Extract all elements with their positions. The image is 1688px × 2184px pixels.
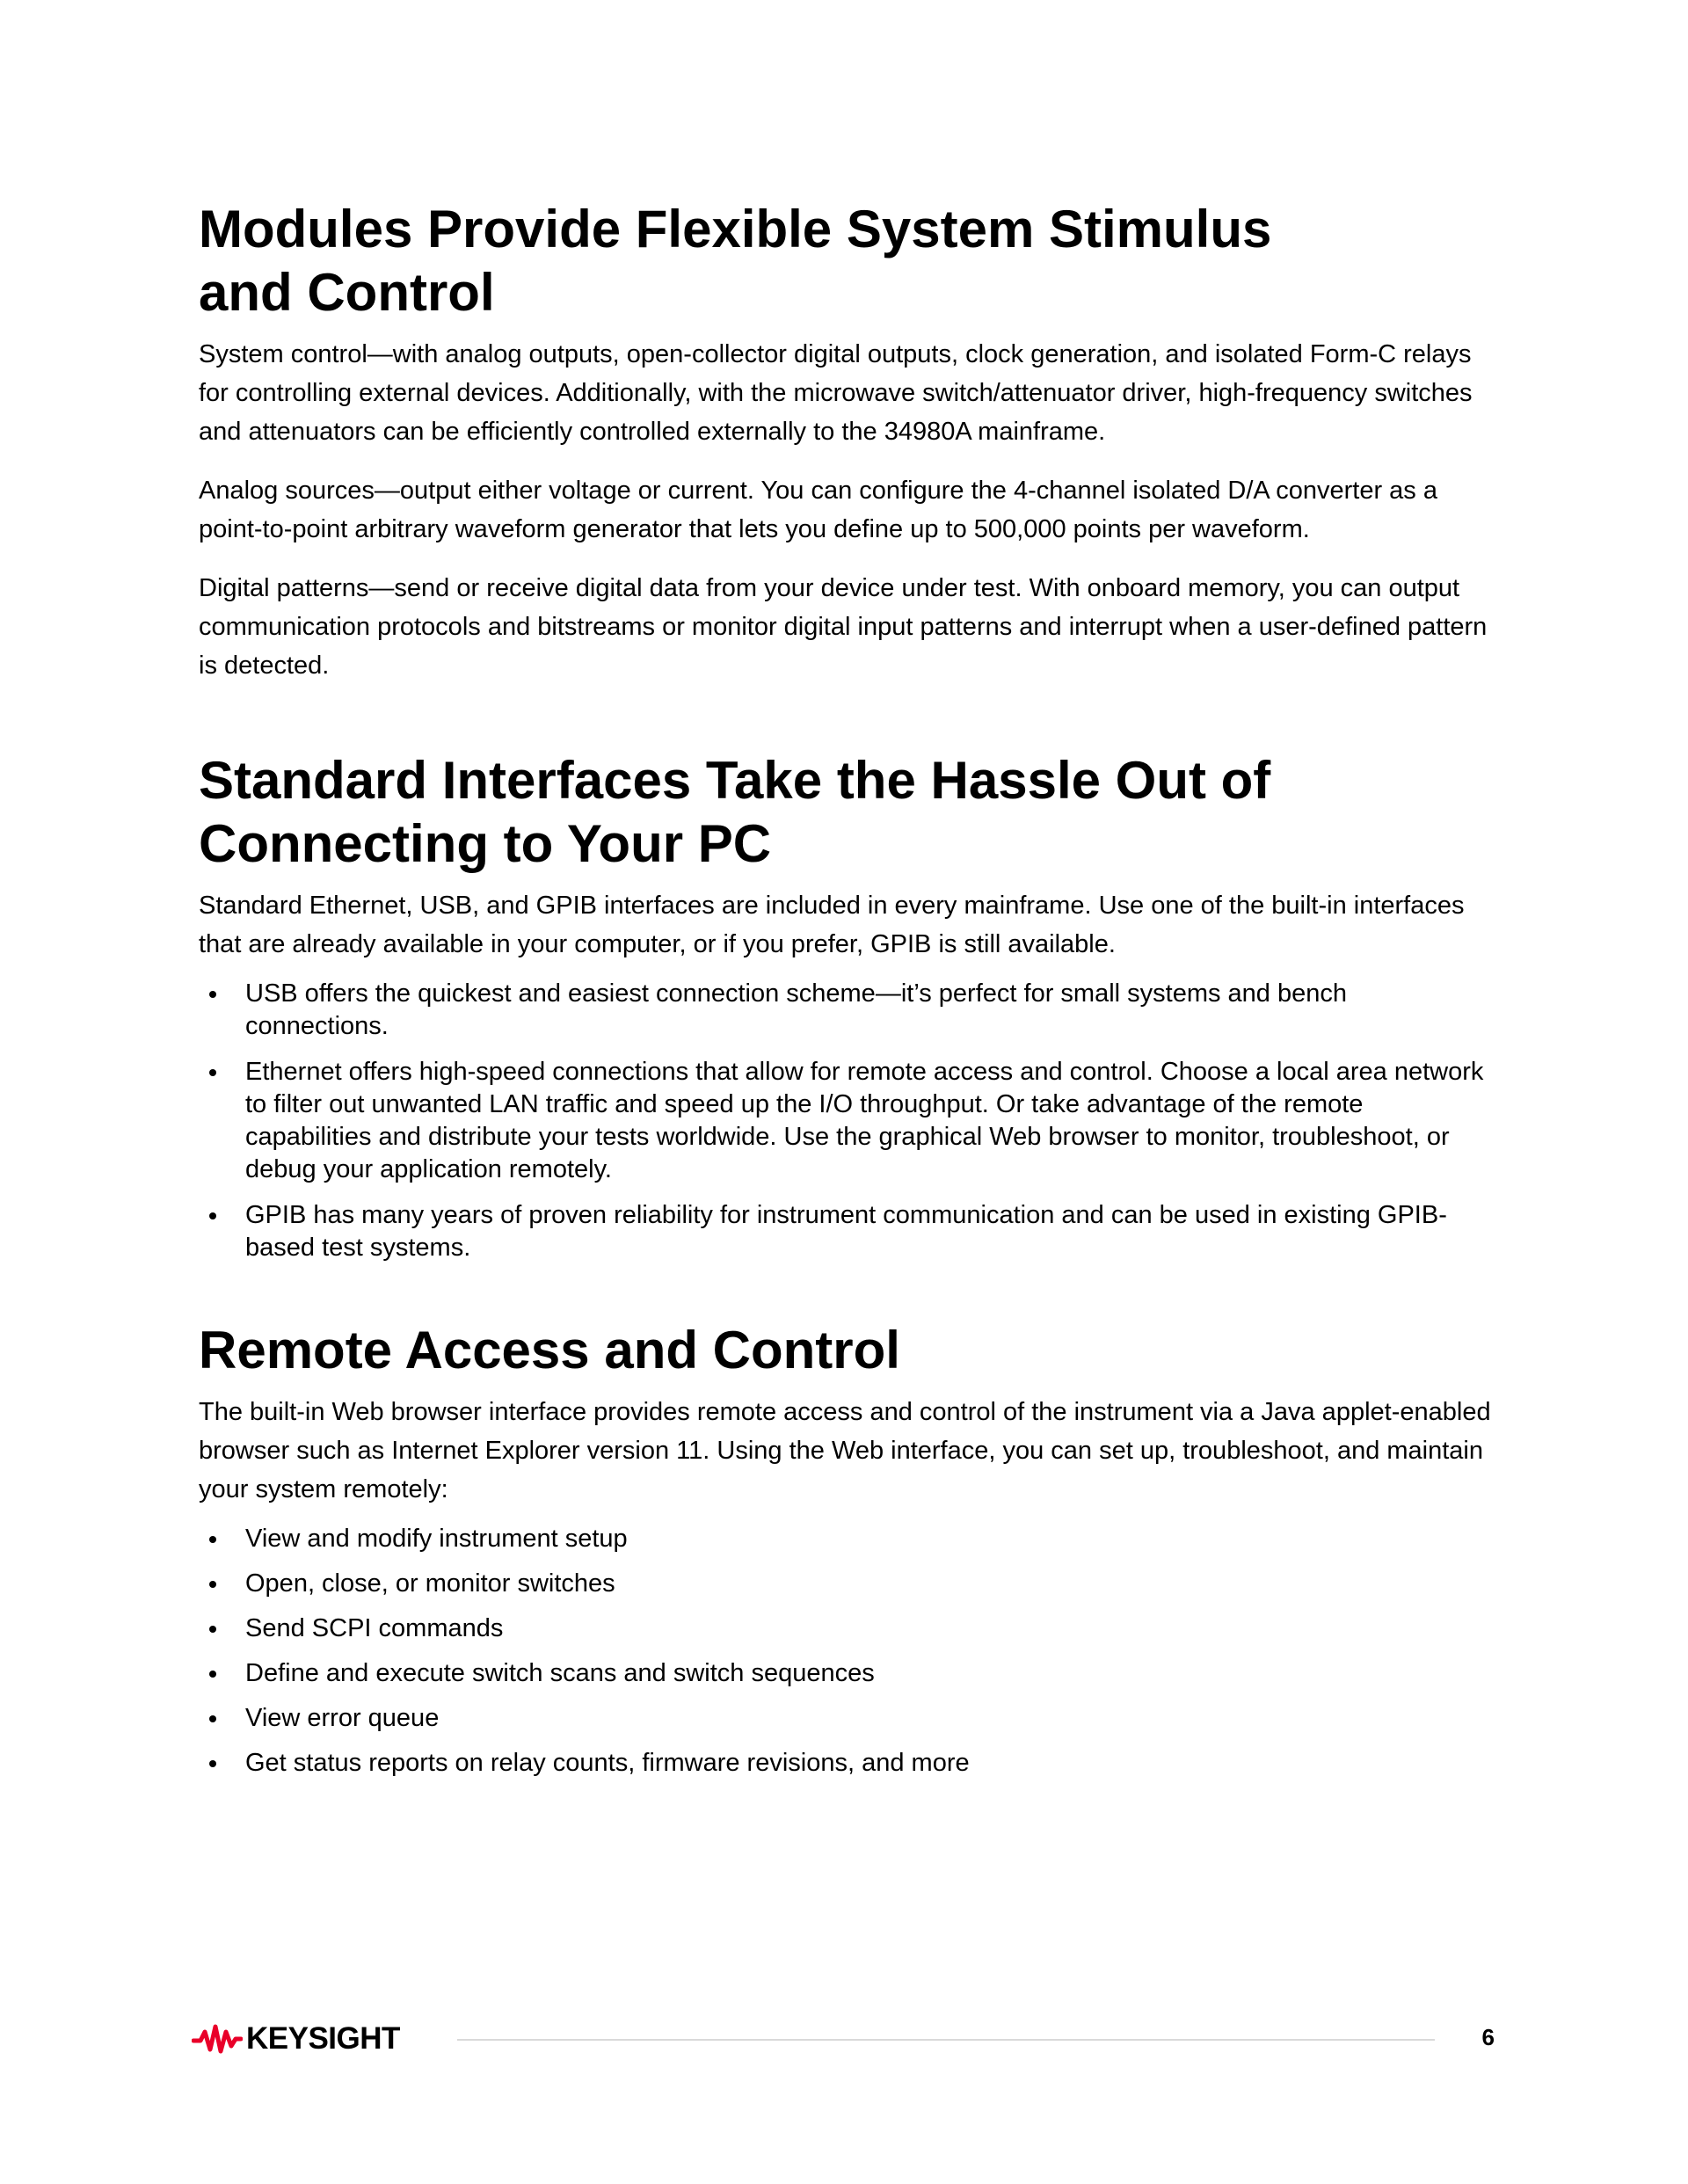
list-item-text: Ethernet offers high-speed connections that allow for remote access and control. Choose a local area network to filter out unwanted LAN traffic and speed up the I/O throughput. Or take advantage of the remote capabilities and distribute your tests worldwide. Use the graphical Web browser to monitor, troubleshoot, or debug your application remotely. — [245, 1058, 1484, 1183]
paragraph-interfaces-intro: Standard Ethernet, USB, and GPIB interfaces are included in every mainframe. Use one of the built-in interfaces that are already available in your computer, or if you prefer, GPIB is still available. — [199, 892, 1465, 958]
bullet-icon — [209, 1069, 216, 1076]
list-item-text: View and modify instrument setup — [245, 1525, 628, 1553]
document-page — [199, 198, 1491, 1792]
list-item-text: Send SCPI commands — [245, 1614, 504, 1642]
page-number: 6 — [1481, 2024, 1495, 2050]
keysight-logo — [192, 2017, 400, 2061]
paragraph-analog-sources: Analog sources—output either voltage or current. You can configure the 4-channel isolated D/A converter as a point-to-point arbitrary waveform generator that lets you define up to 500,000 points per waveform. — [199, 477, 1437, 543]
list-item — [199, 1657, 1491, 1690]
footer-divider — [457, 2039, 1435, 2041]
interfaces-list — [199, 978, 1491, 1264]
bullet-icon — [209, 1760, 216, 1767]
page-footer — [192, 2017, 1502, 2061]
bullet-icon — [209, 1212, 216, 1219]
bullet-icon — [209, 1715, 216, 1722]
list-item — [199, 1613, 1491, 1645]
list-item — [199, 1702, 1491, 1735]
section-standard-interfaces — [199, 749, 1491, 1264]
paragraph-remote-intro: The built-in Web browser interface provides remote access and control of the instrument via a Java applet-enabled browser such as Internet Explorer version 11. Using the Web interface, you can set up, troubleshoot, and maintain your system remotely: — [199, 1398, 1491, 1503]
bullet-icon — [209, 1626, 216, 1633]
list-item-text: View error queue — [245, 1704, 440, 1732]
paragraph-system-control: System control—with analog outputs, open-collector digital outputs, clock generation, and isolated Form-C relays for controlling external devices. Additionally, with the microwave switch/attenuator driver, high-frequency switches and attenuators can be efficiently controlled externally to the 34980A mainframe. — [199, 340, 1473, 446]
remote-features-list — [199, 1523, 1491, 1780]
heading-line: and Control — [199, 263, 495, 322]
heading-line: Modules Provide Flexible System Stimulus — [199, 200, 1272, 258]
section-heading — [199, 749, 1491, 876]
list-item-text: USB offers the quickest and easiest connection scheme—it’s perfect for small systems and bench connections. — [245, 979, 1347, 1040]
bullet-icon — [209, 1536, 216, 1543]
keysight-wave-icon — [192, 2021, 243, 2057]
list-item — [199, 1523, 1491, 1555]
heading-line: Standard Interfaces Take the Hassle Out of — [199, 751, 1271, 810]
paragraph-digital-patterns: Digital patterns—send or receive digital data from your device under test. With onboard memory, you can output communication protocols and bitstreams or monitor digital input patterns and interrupt when a user-defined pattern is detected. — [199, 574, 1488, 680]
brand-name: KEYSIGHT — [246, 2021, 400, 2056]
list-item — [199, 1568, 1491, 1600]
list-item — [199, 978, 1491, 1043]
list-item — [199, 1747, 1491, 1780]
section-heading — [199, 198, 1491, 324]
list-item-text: Open, close, or monitor switches — [245, 1569, 615, 1598]
section-remote-access — [199, 1319, 1491, 1780]
list-item-text: Get status reports on relay counts, firmware revisions, and more — [245, 1749, 970, 1777]
bullet-icon — [209, 1581, 216, 1588]
list-item-text: Define and execute switch scans and switch sequences — [245, 1659, 875, 1687]
section-modules — [199, 198, 1491, 685]
list-item — [199, 1199, 1491, 1264]
list-item-text: GPIB has many years of proven reliability for instrument communication and can be used in existing GPIB-based test systems. — [245, 1201, 1447, 1262]
list-item — [199, 1056, 1491, 1186]
section-heading: Remote Access and Control — [199, 1321, 900, 1380]
bullet-icon — [209, 991, 216, 998]
bullet-icon — [209, 1671, 216, 1678]
heading-line: Connecting to Your PC — [199, 814, 772, 873]
